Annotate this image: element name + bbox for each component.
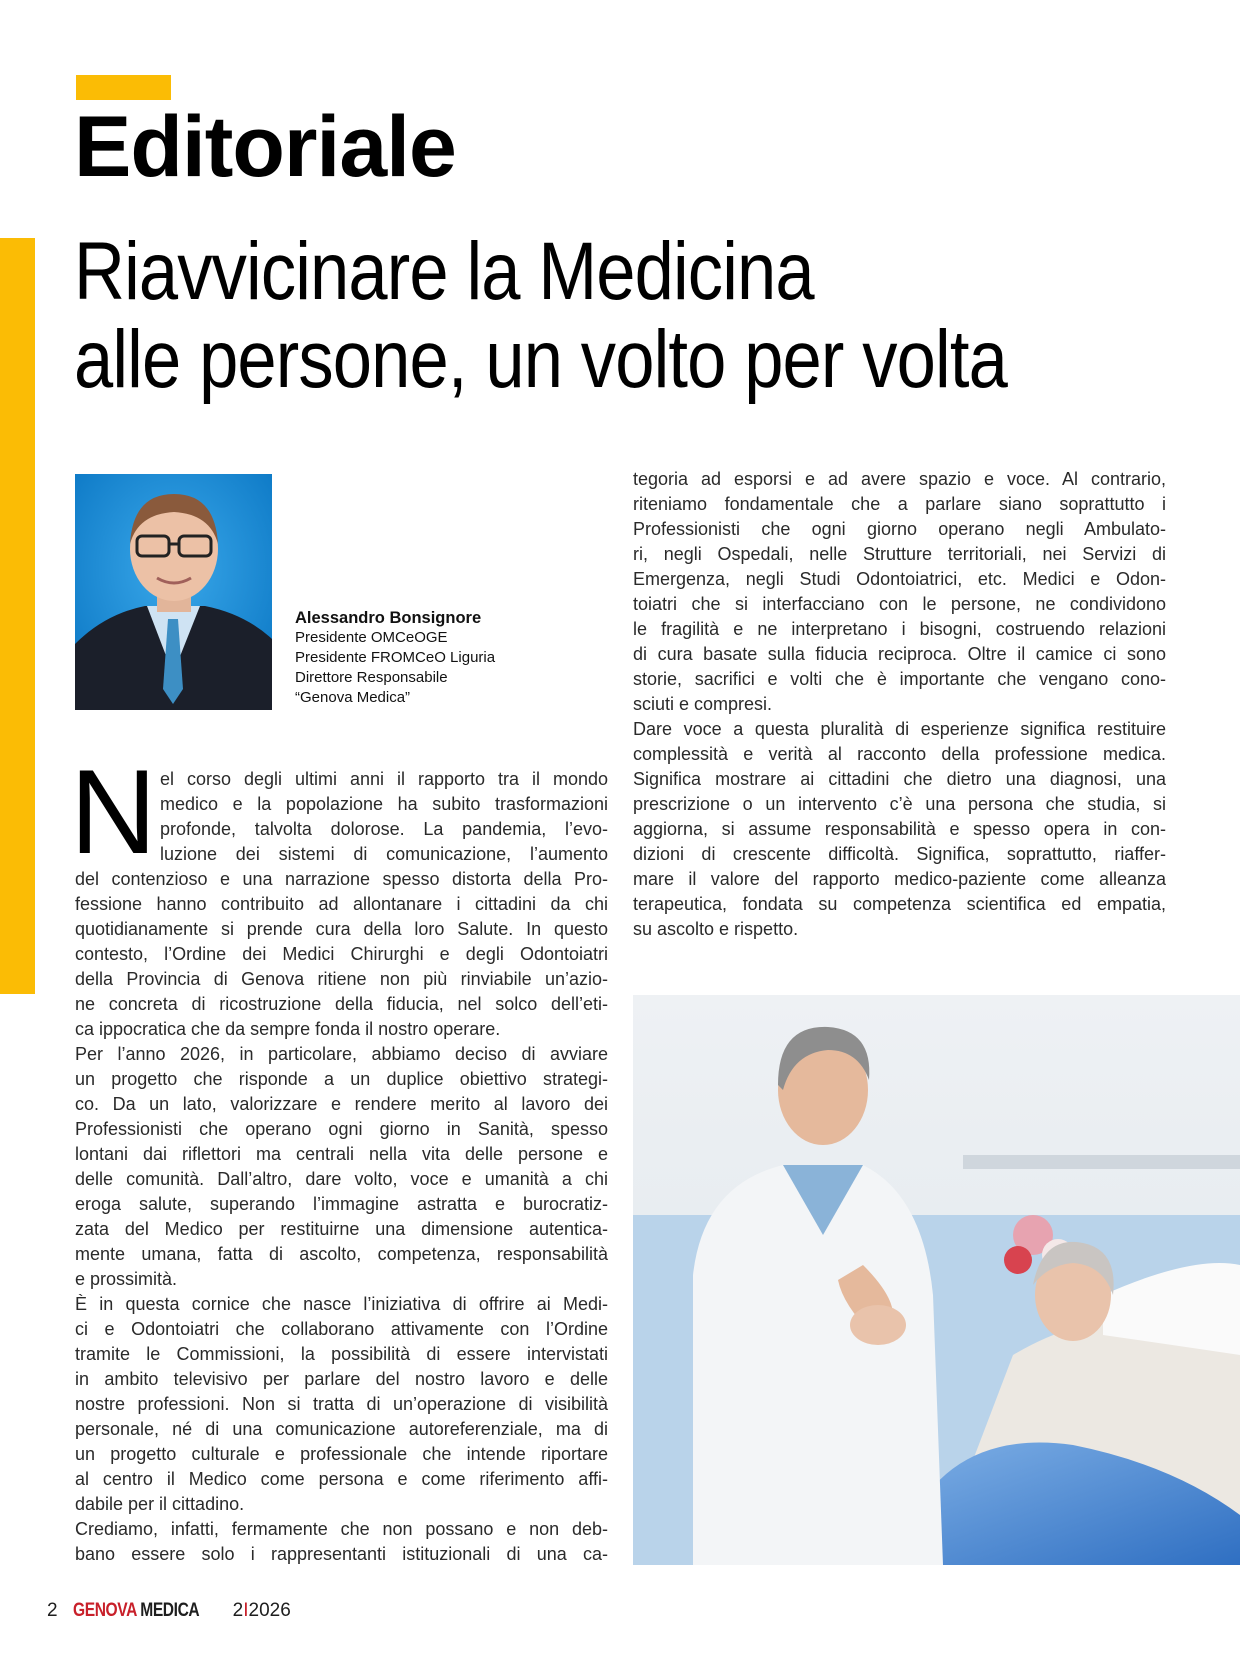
text-line: dizioni di crescente difficoltà. Significa, soprattutto, riaffer- — [633, 844, 1166, 864]
drop-cap: N — [70, 745, 157, 879]
text-line: ne concreta di ricostruzione della fiducia, nel solco dell’eti- — [75, 994, 608, 1014]
text-line: un progetto culturale e professionale che intende riportare — [75, 1444, 608, 1464]
text-line: in ambito televisivo per parlare del nostro lavoro e delle — [75, 1369, 608, 1389]
text-line: mare il valore del rapporto medico-paziente come alleanza — [633, 869, 1166, 889]
text-line: lontani dai riflettori ma centrali nella vita delle persone e — [75, 1144, 608, 1164]
text-line: Emergenza, negli Studi Odontoiatrici, etc. Medici e Odon- — [633, 569, 1166, 589]
text-line: al centro il Medico come persona e come riferimento affi- — [75, 1469, 608, 1489]
author-caption — [295, 608, 495, 708]
page-footer — [47, 1600, 291, 1622]
text-line: della Provincia di Genova ritiene non più rinviabile un’azio- — [75, 969, 608, 989]
text-line: aggiorna, si assume responsabilità e spesso opera in con- — [633, 819, 1166, 839]
text-line: tramite le Commissioni, la possibilità di essere intervistati — [75, 1344, 608, 1364]
text-line: mente umana, fatta di ascolto, competenza, responsabilità — [75, 1244, 608, 1264]
text-line: bano essere solo i rappresentanti istituzionali di una ca- — [75, 1544, 608, 1564]
text-line: contesto, l’Ordine dei Medici Chirurghi e degli Odontoiatri — [75, 944, 608, 964]
magazine-logo: GENOVA MEDICA — [73, 1600, 200, 1621]
text-line: profonde, talvolta dolorose. La pandemia, l’evo- — [160, 819, 608, 839]
text-line: prescrizione o un intervento c’è una persona che studia, si — [633, 794, 1166, 814]
text-line: storie, sacrifici e volti che è importante che vengano cono- — [633, 669, 1166, 689]
text-line: Crediamo, infatti, fermamente che non possano e non deb- — [75, 1519, 608, 1539]
text-line: delle comunità. Dall’altro, dare volto, voce e umanità a chi — [75, 1169, 608, 1189]
text-line: su ascolto e rispetto. — [633, 919, 799, 939]
author-role: Presidente OMCeOGE — [295, 629, 448, 646]
section-title: Editoriale — [74, 99, 456, 195]
text-line: nostre professioni. Non si tratta di un’operazione di visibilità — [75, 1394, 608, 1414]
author-name: Alessandro Bonsignore — [295, 609, 482, 627]
author-role: “Genova Medica” — [295, 689, 411, 706]
text-line: del contenzioso e una narrazione spesso distorta della Pro- — [75, 869, 608, 889]
author-portrait — [75, 474, 272, 710]
text-line: Professionisti che ogni giorno operano negli Ambulato- — [633, 519, 1166, 539]
author-role: Presidente FROMCeO Liguria — [295, 649, 496, 666]
text-line: Professionisti che operano ogni giorno in Sanità, spesso — [75, 1119, 608, 1139]
text-line: eroga salute, superando l’immagine astratta e burocratiz- — [75, 1194, 608, 1214]
text-line: el corso degli ultimi anni il rapporto tra il mondo — [160, 769, 608, 789]
text-line: È in questa cornice che nasce l’iniziativa di offrire ai Medi- — [75, 1294, 608, 1314]
text-line: co. Da un lato, valorizzare e rendere merito al lavoro dei — [75, 1094, 608, 1114]
text-line: ca ippocratica che da sempre fonda il nostro operare. — [75, 1019, 501, 1039]
issue-number: 2I2026 — [232, 1600, 291, 1621]
text-line: luzione dei sistemi di comunicazione, l’aumento — [160, 844, 608, 864]
text-line: riteniamo fondamentale che a parlare siano soprattutto i — [633, 494, 1166, 514]
text-line: Significa mostrare ai cittadini che dietro una diagnosi, una — [633, 769, 1166, 789]
text-line: tegoria ad esporsi e ad avere spazio e voce. Al contrario, — [633, 469, 1166, 489]
text-line: personale, né di una comunicazione autoreferenziale, ma di — [75, 1419, 608, 1439]
text-line: ci e Odontoiatri che collaborano attivamente con l’Ordine — [75, 1319, 608, 1339]
article-column-left — [75, 767, 608, 1567]
doctor-patient-photo — [633, 995, 1240, 1565]
text-line: le fragilità e ne interpretano i bisogni, costruendo relazioni — [633, 619, 1166, 639]
text-line: ri, negli Ospedali, nelle Strutture territoriali, nei Servizi di — [633, 544, 1166, 564]
page-number: 2 — [47, 1600, 58, 1621]
author-role: Direttore Responsabile — [295, 669, 448, 686]
side-accent-bar — [0, 238, 35, 994]
headline-line-2: alle persone, un volto per volta — [74, 314, 1007, 405]
text-line: complessità e verità al racconto della professione medica. — [633, 744, 1166, 764]
text-line: medico e la popolazione ha subito trasformazioni — [160, 794, 608, 814]
section-accent-bar — [76, 75, 171, 100]
text-line: quotidianamente si prende cura della loro Salute. In questo — [75, 919, 608, 939]
text-line: Dare voce a questa pluralità di esperienze significa restituire — [633, 719, 1166, 739]
text-line: dabile per il cittadino. — [75, 1494, 245, 1514]
article-column-right — [633, 467, 1166, 942]
headline-line-1: Riavvicinare la Medicina — [74, 226, 814, 317]
text-line: sciuti e compresi. — [633, 694, 773, 714]
text-line: un progetto che risponde a un duplice obiettivo strategi- — [75, 1069, 608, 1089]
text-line: Per l’anno 2026, in particolare, abbiamo deciso di avviare — [75, 1044, 608, 1064]
text-line: fessione hanno contribuito ad allontanare i cittadini da chi — [75, 894, 608, 914]
text-line: zata del Medico per restituirne una dimensione autentica- — [75, 1219, 608, 1239]
text-line: di cura basate sulla fiducia reciproca. Oltre il camice ci sono — [633, 644, 1166, 664]
text-line: terapeutica, fondata su competenza scientifica ed empatia, — [633, 894, 1166, 914]
text-line: toiatri che si interfacciano con le persone, ne condividono — [633, 594, 1166, 614]
text-line: e prossimità. — [75, 1269, 178, 1289]
